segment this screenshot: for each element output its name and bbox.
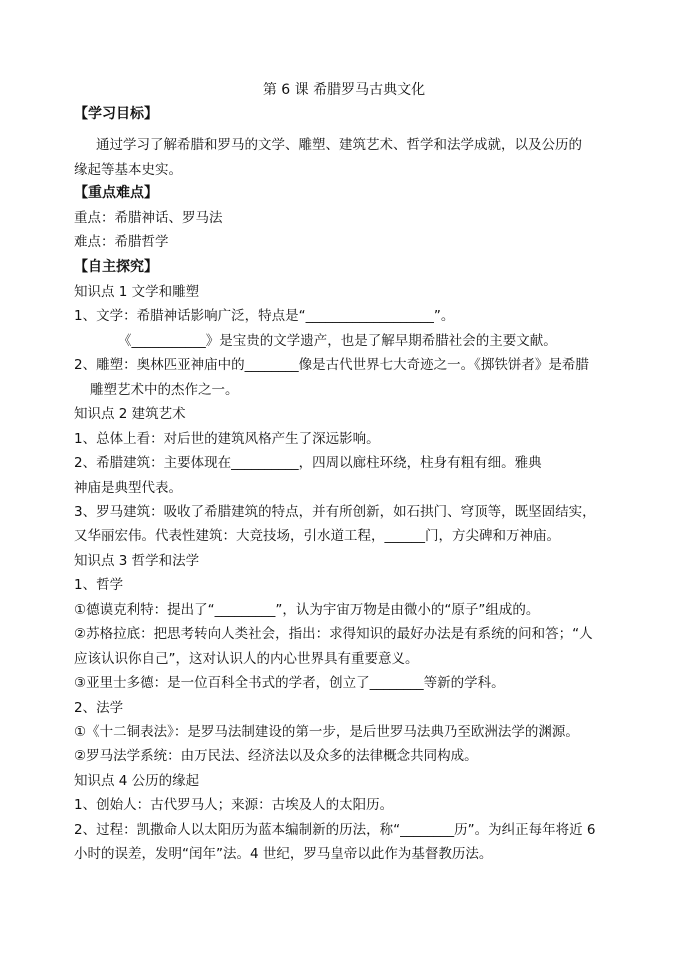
kp2-item-3-line-1: 3、罗马建筑：吸收了希腊建筑的特点，并有所创新，如石拱门、穹顶等，既坚固结实， [74, 504, 596, 520]
kp4-item-1: 1、创始人：古代罗马人；来源：古埃及人的太阳历。 [74, 797, 394, 813]
section-heading-goals: 【学习目标】 [74, 106, 158, 122]
kp4-title: 知识点 4 公历的缘起 [74, 773, 200, 789]
difficult-point: 难点：希腊哲学 [74, 234, 169, 250]
kp4-item-2-line-2: 小时的误差，发明“闰年”法。4 世纪，罗马皇帝以此作为基督教历法。 [74, 846, 493, 862]
page-title: 第 6 课 希腊罗马古典文化 [262, 82, 426, 98]
section-heading-key: 【重点难点】 [74, 185, 158, 201]
kp1-item-2-line-2: 雕塑艺术中的杰作之一。 [90, 382, 239, 398]
kp3-philosopher-1: ①德谟克利特：提出了“_________”，认为宇宙万物是由微小的“原子”组成的。 [74, 602, 540, 618]
kp4-item-2-line-1: 2、过程：凯撒命人以太阳历为蓝本编制新的历法，称“________历”。为纠正每年将近 6 [74, 822, 596, 838]
key-point: 重点：希腊神话、罗马法 [74, 210, 223, 226]
kp3-law-1: ①《十二铜表法》：是罗马法制建设的第一步，是后世罗马法典乃至欧洲法学的渊源。 [74, 724, 579, 740]
kp2-item-3-line-2: 又华丽宏伟。代表性建筑：大竞技场，引水道工程，______门，方尖碑和万神庙。 [74, 528, 560, 544]
kp1-item-1-book: 《___________》是宝贵的文学遗产，也是了解早期希腊社会的主要文献。 [118, 333, 557, 349]
kp1-item-1: 1、文学：希腊神话影响广泛，特点是“___________________”。 [74, 308, 455, 324]
kp2-item-1: 1、总体上看：对后世的建筑风格产生了深远影响。 [74, 431, 380, 447]
kp1-title: 知识点 1 文学和雕塑 [74, 284, 200, 300]
kp2-item-2-line-2: 神庙是典型代表。 [74, 480, 182, 496]
kp3-subheading-philosophy: 1、哲学 [74, 577, 124, 593]
kp3-philosopher-2-line-2: 应该认识你自己”，这对认识人的内心世界具有重要意义。 [74, 651, 419, 667]
goals-text-line-2: 缘起等基本史实。 [74, 162, 182, 178]
kp2-title: 知识点 2 建筑艺术 [74, 406, 186, 422]
kp3-law-2: ②罗马法学系统：由万民法、经济法以及众多的法律概念共同构成。 [74, 748, 478, 764]
kp3-subheading-law: 2、法学 [74, 700, 124, 716]
goals-text-line-1: 通过学习了解希腊和罗马的文学、雕塑、建筑艺术、哲学和法学成就，以及公历的 [96, 137, 582, 153]
section-heading-explore: 【自主探究】 [74, 259, 158, 275]
kp2-item-2-line-1: 2、希腊建筑：主要体现在__________，四周以廊柱环绕，柱身有粗有细。雅典 [74, 455, 542, 471]
kp1-item-2-line-1: 2、雕塑：奥林匹亚神庙中的________像是古代世界七大奇迹之一。《掷铁饼者》是希腊 [74, 357, 589, 373]
kp3-philosopher-3: ③亚里士多德：是一位百科全书式的学者，创立了________等新的学科。 [74, 675, 505, 691]
kp3-title: 知识点 3 哲学和法学 [74, 553, 200, 569]
kp3-philosopher-2-line-1: ②苏格拉底：把思考转向人类社会，指出：求得知识的最好办法是有系统的问和答；“人 [74, 626, 593, 642]
